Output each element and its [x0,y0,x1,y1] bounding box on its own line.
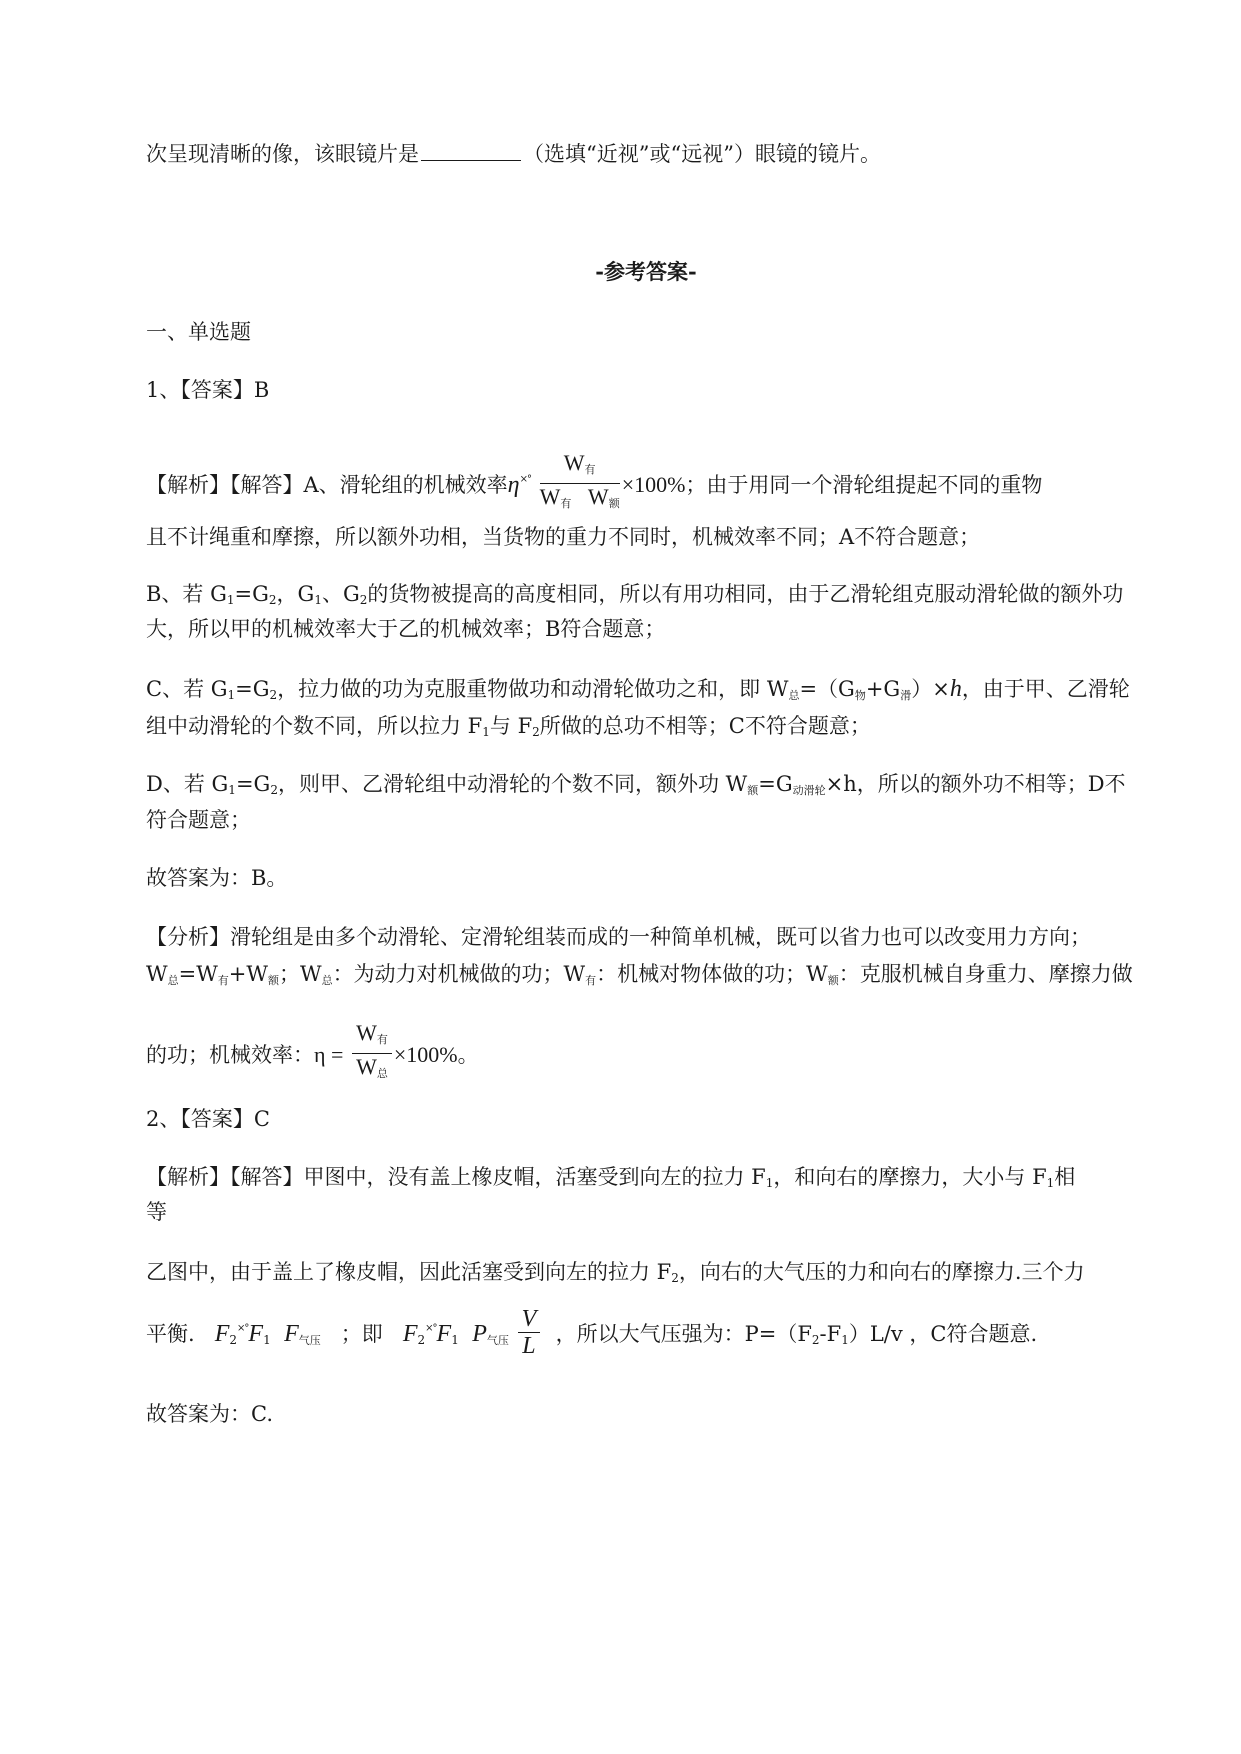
q1-conclusion: 故答案为：B。 [146,866,288,890]
efficiency-fraction: $\frac{W_有}{W_有 W_额}$ [539,450,620,510]
q1-analysis-a-line2: 且不计绳重和摩擦，所以额外功相，当货物的重力不同时，机械效率不同；A不符合题意； [146,525,981,549]
q1-analysis-a-line: 【解析】【解答】A、滑轮组的机械效率η×° $\frac{W_有}{W_有 W_额}$ ×100%；由于用同一个滑轮组提起不同的重物 [146,450,1042,517]
q1-analysis-c-line2: 组中动滑轮的个数不同，所以拉力 $F_1$与 $F_2$所做的总功不相等；C不符合题意； [146,714,871,739]
q1-analysis-b-line2: 大，所以甲的机械效率大于乙的机械效率；B符合题意； [146,617,666,641]
q1-fenxi-line1: 【分析】滑轮组是由多个动滑轮、定滑轮组装而成的一种简单机械，既可以省力也可以改变用力方向； [146,925,1091,949]
q1-analysis-d-line2: 符合题意； [146,808,251,832]
q1-analysis-b-line1: B、若 $G_1=G_2$，$G_1$、$G_2$的货物被提高的高度相同，所以有用功相同，由于乙滑轮组克服动滑轮做的额外功 [146,582,1124,607]
q1-analysis-d-line1: D、若 $G_1=G_2$，则甲、乙滑轮组中动滑轮的个数不同，额外功 $W_额=G_{动滑轮}\times h$，所以的额外功不相等；D不 [146,772,1126,797]
q2-analysis-line3: 乙图中，由于盖上了橡皮帽，因此活塞受到向左的拉力 $F_2$，向右的大气压的力和向右的摩擦力.三个力 [146,1260,1085,1285]
q2-analysis-line4: 平衡. $F_2^{\times^\circ}F_1$ $F_{气压}$ ；即 $F_2^{\times^\circ}F_1$ $P_{气压}$ $\frac{V}{L}$ ，所以大气压强为：$P=(F_2-F_1)L/v$ ，C符合题意. [146,1306,1038,1359]
q2-analysis-line1: 【解析】【解答】甲图中，没有盖上橡皮帽，活塞受到向左的拉力 $F_1$，和向右的摩擦力，大小与 $F_1$相 [146,1165,1076,1190]
volume-length-fraction: $\frac{V}{L}$ [518,1306,541,1359]
q1-analysis-c-line1: C、若 $G_1=G_2$，拉力做的功为克服重物做功和动滑轮做功之和，即 $W_总=(G_物+G_滑)\times h$，由于甲、乙滑轮 [146,676,1130,702]
q2-analysis-line2: 等 [146,1200,167,1224]
q1-answer: 1、【答案】B [146,378,270,402]
efficiency-fraction-2: $\frac{W_有}{W_总}$ [352,1020,392,1087]
section-title: 一、单选题 [146,320,251,344]
answer-blank[interactable] [421,140,521,161]
question-tail-line: 次呈现清晰的像，该眼镜片是 （选填“近视”或“远视”）眼镜的镜片。 [146,142,881,166]
q1-fenxi-line3: 的功；机械效率：η = $\frac{W_有}{W_总}$ ×100%。 [146,1020,479,1087]
operator-glyph: ×° [237,1323,249,1334]
q2-conclusion: 故答案为：C. [146,1402,273,1426]
q1-fenxi-line2: $W_总=W_有+W_额$；$W_总$：为动力对机械做的功；$W_有$：机械对物体做的功；$W_额$：克服机械自身重力、摩擦力做 [146,962,1133,987]
answer-title: -参考答案- [595,259,697,284]
q2-answer: 2、【答案】C [146,1107,270,1131]
